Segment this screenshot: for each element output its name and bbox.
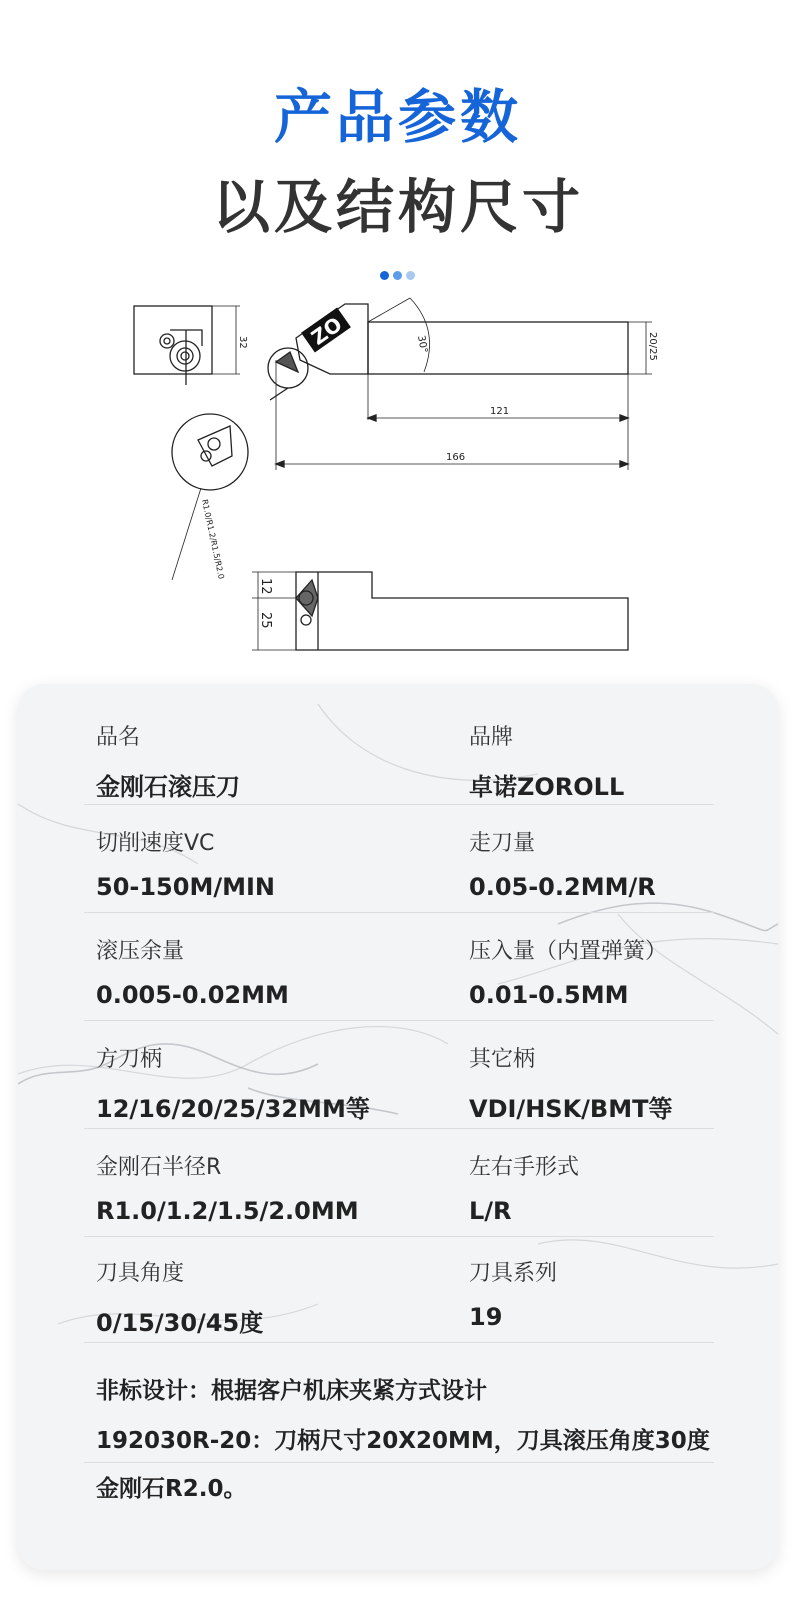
radius-note: R1.0/R1.2/R1.5/R2.0	[200, 498, 226, 580]
note-line-3: 金刚石R2.0。	[96, 1476, 247, 1502]
spec-label: 方刀柄	[96, 1047, 163, 1072]
spec-label: 品名	[96, 725, 141, 750]
dim-121: 121	[490, 406, 510, 417]
spec-label: 走刀量	[469, 831, 536, 856]
spec-value: 0.01-0.5MM	[469, 981, 629, 1009]
dim-20-25: 20/25	[647, 332, 658, 361]
spec-value: 卓诺ZOROLL	[469, 773, 625, 801]
svg-text:ZO: ZO	[306, 311, 347, 350]
spec-row-2	[84, 826, 714, 913]
spec-label: 品牌	[469, 725, 514, 750]
dim-32: 32	[237, 336, 248, 349]
dim-166: 166	[446, 452, 466, 463]
spec-value: 0.005-0.02MM	[96, 981, 289, 1009]
dim-12: 12	[258, 578, 273, 595]
spec-value: 19	[469, 1303, 503, 1331]
spec-row-5	[84, 1150, 714, 1237]
note-line-1: 非标设计：根据客户机床夹紧方式设计	[96, 1378, 487, 1404]
spec-row-4	[84, 1042, 714, 1129]
spec-value: 50-150M/MIN	[96, 873, 276, 901]
spec-value: VDI/HSK/BMT等	[469, 1095, 673, 1123]
tool-technical-drawing	[0, 0, 796, 680]
end-view	[134, 306, 212, 374]
spec-label: 滚压余量	[96, 939, 185, 964]
spec-label: 左右手形式	[469, 1155, 580, 1180]
note-divider	[84, 1462, 714, 1463]
spec-value: 金刚石滚压刀	[96, 773, 240, 801]
spec-card	[18, 684, 778, 1570]
spec-value: 0/15/30/45度	[96, 1309, 264, 1337]
spec-row-3	[84, 934, 714, 1021]
detail-circle	[172, 414, 248, 490]
spec-label: 刀具角度	[96, 1261, 185, 1286]
page-subtitle: 以及结构尺寸	[211, 173, 584, 241]
zo-logo	[301, 308, 351, 354]
spec-label: 其它柄	[469, 1047, 536, 1072]
spec-label: 刀具系列	[469, 1261, 558, 1286]
spec-row-1	[84, 720, 714, 805]
spec-label: 切削速度VC	[96, 831, 215, 856]
spec-value: 0.05-0.2MM/R	[469, 873, 656, 901]
shank	[368, 322, 628, 374]
page-title: 产品参数	[273, 83, 522, 151]
spec-value: R1.0/1.2/1.5/2.0MM	[96, 1197, 359, 1225]
spec-value: L/R	[469, 1197, 512, 1225]
bottom-view	[296, 572, 628, 650]
dim-25: 25	[258, 612, 273, 629]
note-line-2: 192030R-20：刀柄尺寸20X20MM，刀具滚压角度30度	[96, 1428, 710, 1454]
spec-label: 金刚石半径R	[96, 1155, 222, 1180]
spec-value: 12/16/20/25/32MM等	[96, 1095, 370, 1123]
dim-30-deg: 30°	[415, 334, 429, 354]
spec-label: 压入量（内置弹簧）	[469, 939, 668, 964]
spec-row-6	[84, 1256, 714, 1343]
